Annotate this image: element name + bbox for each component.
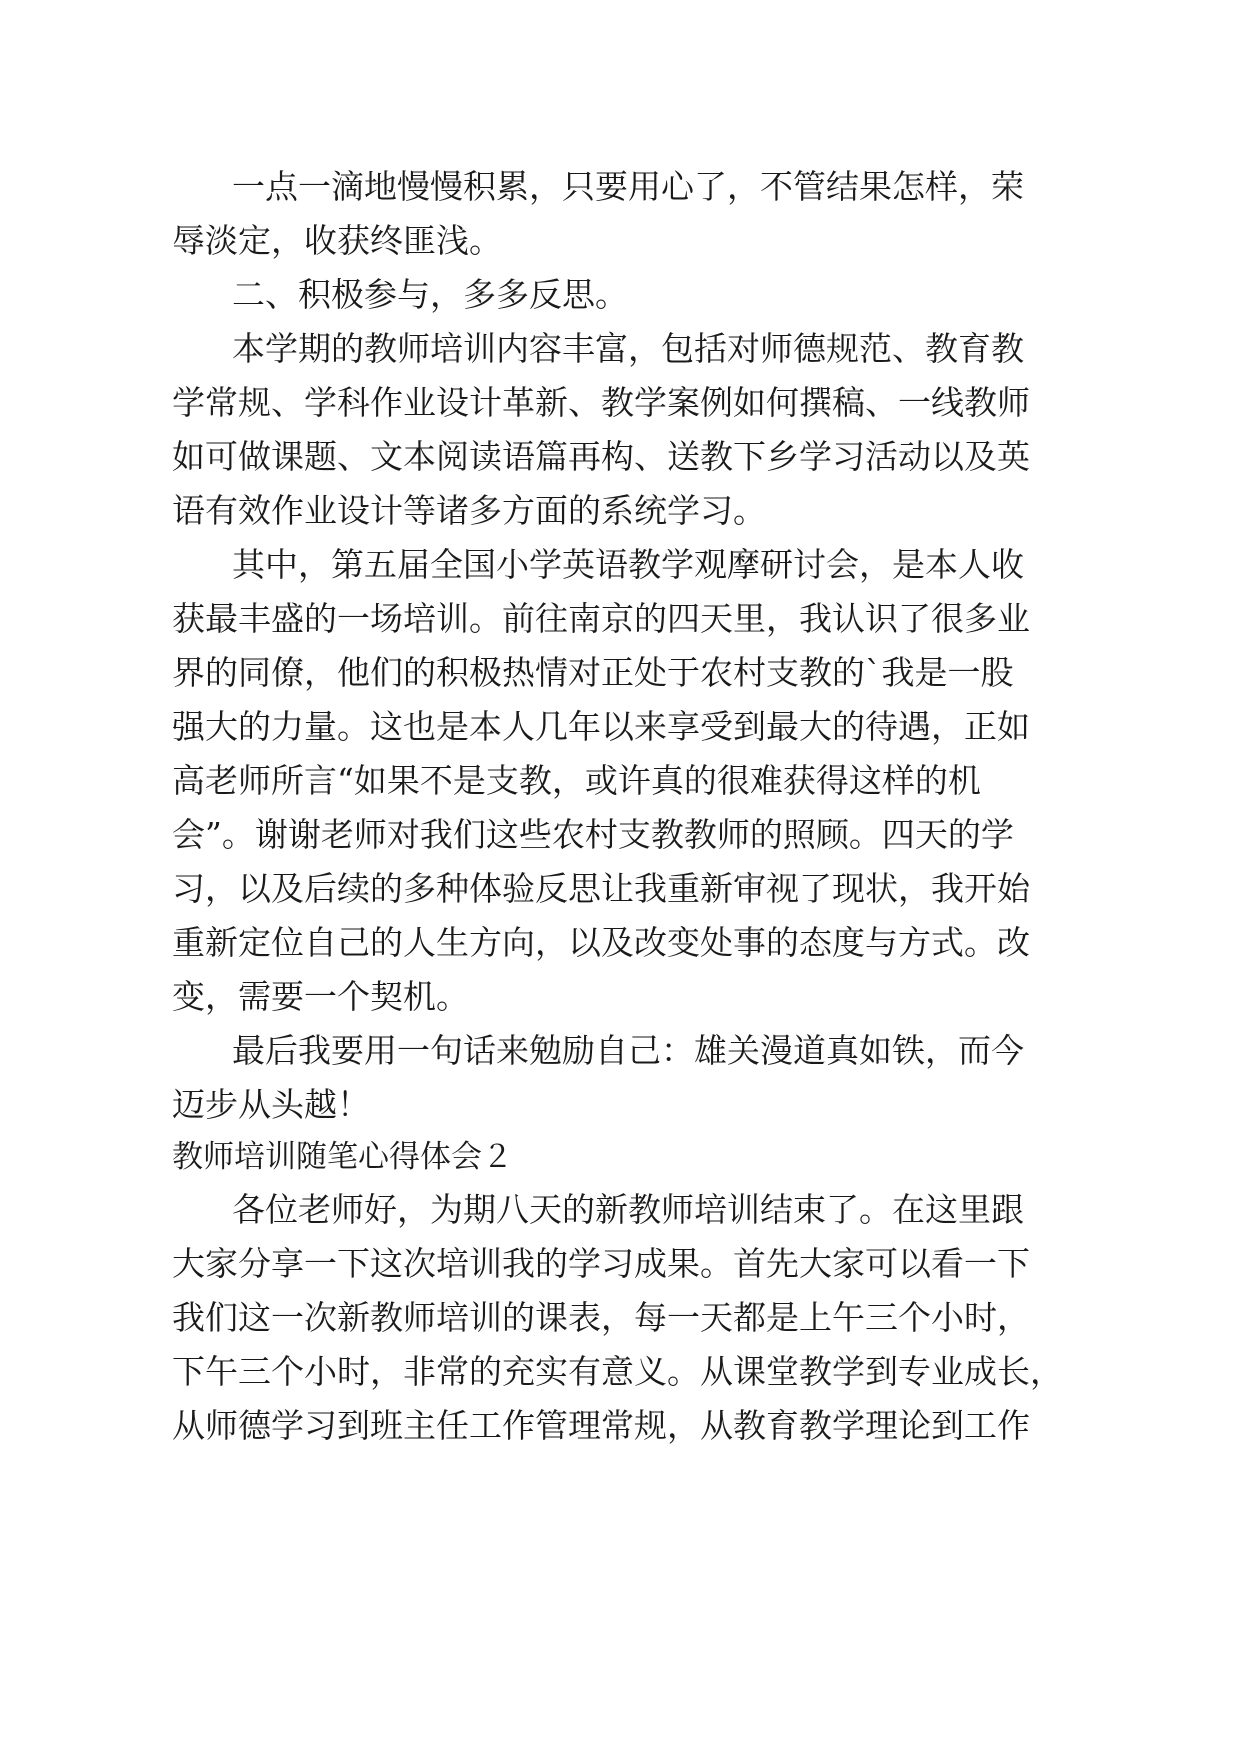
essay-title: 教师培训随笔心得体会２ <box>172 1139 513 1175</box>
text-line: 变，需要一个契机。 <box>172 977 469 1016</box>
text-line: 习，以及后续的多种体验反思让我重新审视了现状，我开始 <box>172 869 1030 908</box>
text-line: 本学期的教师培训内容丰富，包括对师德规范、教育教 <box>232 329 1024 368</box>
text-line: 最后我要用一句话来勉励自己：雄关漫道真如铁，而今 <box>232 1031 1024 1070</box>
text-line: 学常规、学科作业设计革新、教学案例如何撰稿、一线教师 <box>172 383 1030 422</box>
text-line: 从师德学习到班主任工作管理常规，从教育教学理论到工作 <box>172 1406 1030 1445</box>
text-line: 下午三个小时，非常的充实有意义。从课堂教学到专业成长， <box>172 1352 1063 1391</box>
text-line: 其中，第五届全国小学英语教学观摩研讨会，是本人收 <box>232 545 1024 584</box>
text-line: 一点一滴地慢慢积累，只要用心了，不管结果怎样，荣 <box>232 167 1024 206</box>
text-line: 重新定位自己的人生方向，以及改变处事的态度与方式。改 <box>172 923 1030 962</box>
text-line: 语有效作业设计等诸多方面的系统学习。 <box>172 491 766 530</box>
text-line: 大家分享一下这次培训我的学习成果。首先大家可以看一下 <box>172 1244 1030 1283</box>
text-line: 会”。谢谢老师对我们这些农村支教教师的照顾。四天的学 <box>172 815 1014 854</box>
text-line: 高老师所言“如果不是支教，或许真的很难获得这样的机 <box>172 761 981 800</box>
text-line: 迈步从头越！ <box>172 1085 370 1124</box>
text-line: 各位老师好，为期八天的新教师培训结束了。在这里跟 <box>232 1190 1024 1229</box>
text-line: 获最丰盛的一场培训。前往南京的四天里，我认识了很多业 <box>172 599 1030 638</box>
text-line: 辱淡定，收获终匪浅。 <box>172 221 502 260</box>
text-line: 如可做课题、文本阅读语篇再构、送教下乡学习活动以及英 <box>172 437 1030 476</box>
section-heading: 二、积极参与，多多反思。 <box>232 275 628 314</box>
text-line: 我们这一次新教师培训的课表，每一天都是上午三个小时， <box>172 1298 1030 1337</box>
text-line: 界的同僚，他们的积极热情对正处于农村支教的`我是一股 <box>172 653 1014 692</box>
text-line: 强大的力量。这也是本人几年以来享受到最大的待遇，正如 <box>172 707 1030 746</box>
